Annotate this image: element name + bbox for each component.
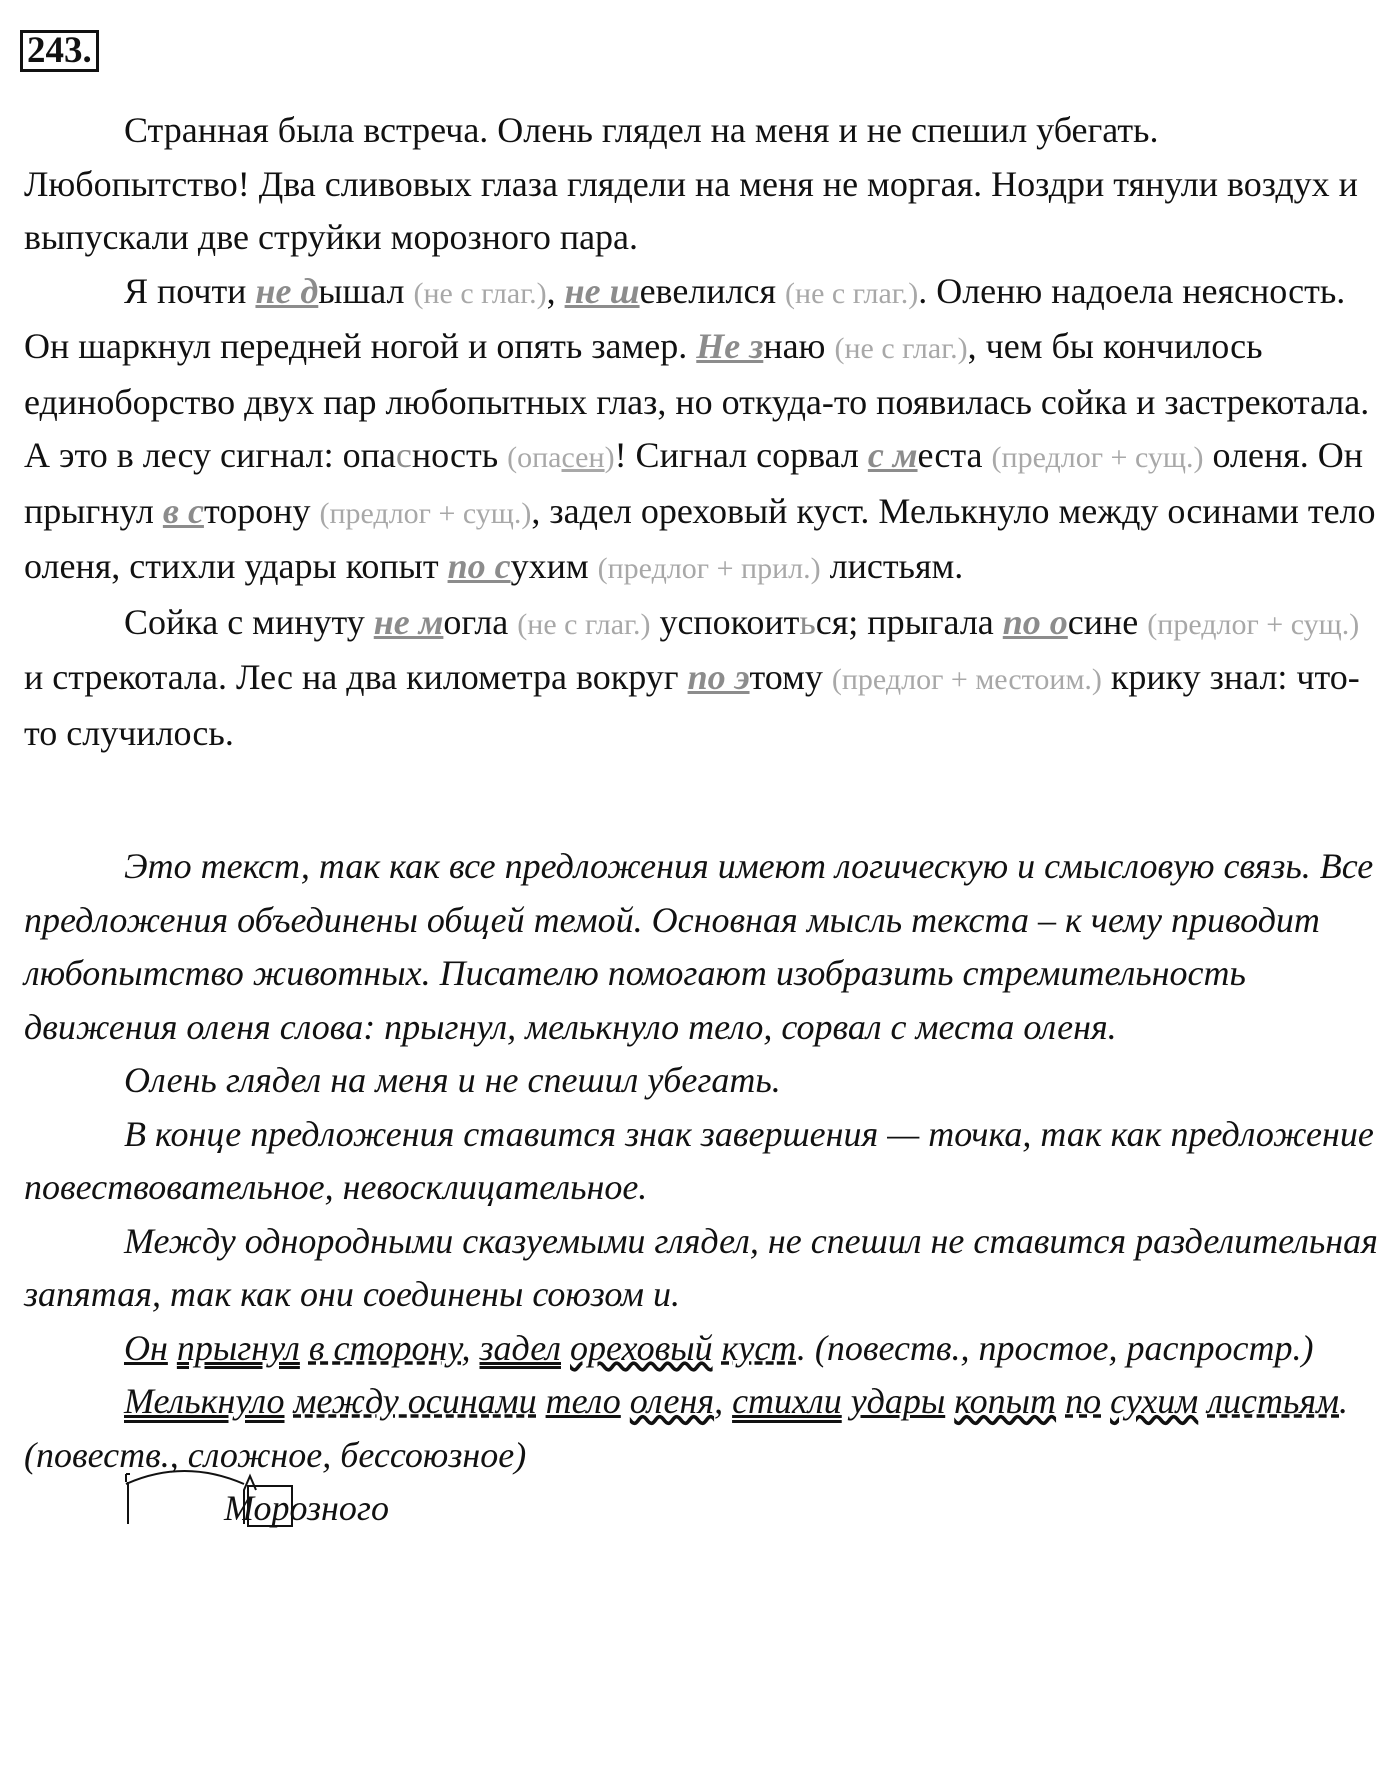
spelling-mark: не ш [564,270,640,311]
spelling-mark: в с [162,490,204,531]
attribute: сухим [1110,1381,1199,1421]
spelling-mark: не м [373,601,444,642]
subject: Он [124,1327,168,1368]
morpheme-word: Морозного [124,1482,389,1536]
spelling-mark: по о [1002,601,1068,642]
paragraph-2: Я почти не дышал (не с глаг.), не шевелился (не с глаг.). Оленю надоела неясность. Он шаркнул передней ногой и опять замер. Не знаю (не с глаг.), чем бы кончилось единоборство двух пар любопытных глаз, но откуда-то появилась сойка и застрекотала. А это в лесу сигнал: опасность (опасен)! Сигнал сорвал с места (предлог + сущ.) оленя. Он прыгнул в сторону (предлог + сущ.), задел ореховый куст. Мелькнуло между осинами тело оленя, стихли удары копыт по сухим (предлог + прил.) листьям. [24,270,1376,586]
answer-paragraph-3: В конце предложения ставится знак завершения — точка, так как предложение повествовательное, невосклицательное. [24,1113,1374,1207]
grammar-note: (не с глаг.) [517,607,651,641]
attribute: ореховый [570,1327,713,1368]
predicate: задел [479,1327,561,1368]
spacer [24,760,1384,840]
grammar-note: (предлог + сущ.) [1147,607,1360,641]
grammar-note: (не с глаг.) [413,276,547,310]
grammar-note: (не с глаг.) [785,276,919,310]
grammar-note: (опасен) [507,441,615,474]
exercise-number: 243. [20,30,99,72]
grammar-note: (предлог + сущ.) [991,441,1204,474]
morpheme-marks [124,1476,294,1536]
adverbial: по [1065,1381,1102,1421]
subject: тело [545,1381,621,1421]
predicate: прыгнул [176,1327,300,1368]
adverbial: в сторону [308,1327,462,1368]
subject: удары [850,1381,946,1421]
parsed-sentence-1: Он прыгнул в сторону, задел ореховый куст. (повеств., простое, распростр.) [124,1327,1314,1368]
spelling-mark: Не з [696,326,764,366]
paragraph-3: Сойка с минуту не могла (не с глаг.) успокоиться; прыгала по осине (предлог + сущ.) и стрекотала. Лес на два километра вокруг по этому (предлог + местоим.) крику знал: что-то случилось. [24,601,1360,753]
predicate: стихли [732,1381,842,1421]
spelling-letter: ь [799,601,816,642]
exercise-text [24,104,1384,1536]
predicate: Мелькнуло [124,1381,285,1421]
grammar-note: (предлог + сущ.) [319,496,532,530]
spelling-letter: с [395,435,412,475]
attribute: оленя [629,1381,715,1421]
spelling-mark: по э [687,657,750,697]
grammar-note: (предлог + прил.) [597,552,821,585]
answer-paragraph-1: Это текст, так как все предложения имеют логическую и смысловую связь. Все предложения объединены общей темой. Основная мысль текста – к чему приводит любопытство животных. Писателю помогают изобразить стремительность движения оленя слова: прыгнул, мелькнуло тело, сорвал с места оленя. [24,846,1374,1047]
grammar-note: (предлог + местоим.) [831,663,1102,696]
grammar-note: (не с глаг.) [834,332,968,365]
paragraph-1: Странная была встреча. Олень глядел на меня и не спешил убегать. Любопытство! Два сливовых глаза глядели на меня не моргая. Ноздри тянули воздух и выпускали две струйки морозного пара. [24,110,1358,257]
spelling-mark: не д [255,270,319,311]
adverbial: между осинами [293,1381,537,1421]
spelling-mark: с м [867,435,918,475]
adverbial: листьям [1207,1381,1340,1421]
attribute: копыт [954,1381,1057,1421]
answer-paragraph-2: Олень глядел на меня и не спешил убегать. [124,1060,781,1100]
parsed-sentence-2: Мелькнуло между осинами тело оленя, стихли удары копыт по сухим листьям. (повеств., сложное, бессоюзное) [24,1381,1349,1475]
object: куст [721,1327,797,1368]
answer-paragraph-4: Между однородными сказуемыми глядел, не спешил не ставится разделительная запятая, так как они соединены союзом и. [24,1220,1378,1314]
spelling-mark: по с [447,546,511,586]
morpheme-parse [24,1482,1384,1536]
